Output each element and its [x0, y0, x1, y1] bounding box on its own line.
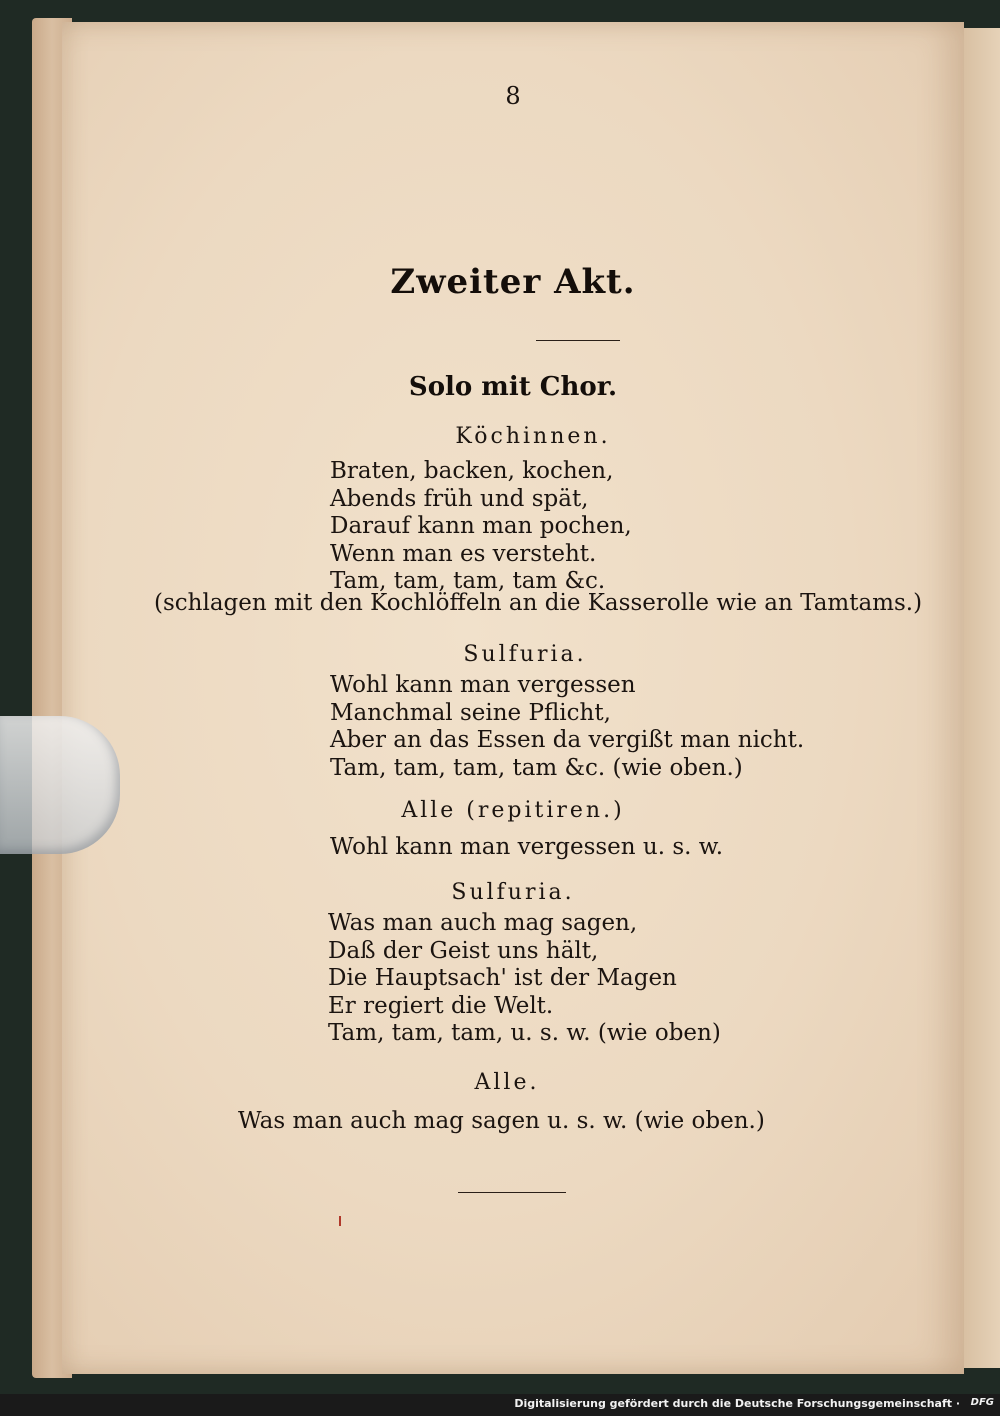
verse-block	[330, 458, 632, 596]
next-page-edge	[958, 28, 1000, 1368]
verse-line: Wenn man es versteht.	[330, 540, 597, 567]
verse-line: Tam, tam, tam, tam &c. (wie oben.)	[330, 754, 743, 781]
book-page	[62, 22, 964, 1374]
verse-line: Manchmal seine Pflicht,	[330, 699, 611, 726]
verse-line: Er regiert die Welt.	[328, 992, 554, 1019]
title-divider	[536, 340, 620, 341]
verse-line: Was man auch mag sagen,	[328, 910, 638, 936]
speaker-label: Sulfuria.	[463, 642, 587, 667]
speaker-label: Alle (repitiren.)	[401, 798, 625, 823]
verse-line: Tam, tam, tam, u. s. w. (wie oben)	[328, 1020, 721, 1046]
section-title: Solo mit Chor.	[408, 372, 618, 402]
verse-line: Aber an das Essen da vergißt man nicht.	[330, 727, 805, 753]
end-divider	[458, 1192, 566, 1193]
verse-line: Braten, backen, kochen,	[330, 458, 614, 484]
footer-credit: Digitalisierung gefördert durch die Deutsche Forschungsgemeinschaft ·	[514, 1397, 960, 1410]
verse-line: Was man auch mag sagen u. s. w. (wie oben.)	[238, 1108, 765, 1134]
verse-line: Wohl kann man vergessen u. s. w.	[330, 834, 724, 860]
verse-line: Tam, tam, tam, tam &c.	[330, 568, 606, 594]
verse-block	[330, 834, 723, 862]
speaker-label: Köchinnen.	[455, 424, 611, 449]
verse-line: Darauf kann man pochen,	[330, 513, 632, 539]
act-title: Zweiter Akt.	[390, 262, 636, 302]
speaker-label: Alle.	[474, 1070, 540, 1095]
page-clip	[0, 716, 120, 854]
stage-direction: (schlagen mit den Kochlöffeln an die Kasserolle wie an Tamtams.)	[154, 590, 923, 616]
page-number: 8	[505, 82, 521, 110]
verse-line: Daß der Geist uns hält,	[328, 937, 599, 964]
dfg-logo-icon: DFG	[970, 1397, 994, 1408]
verse-block	[330, 672, 804, 782]
verse-line: Die Hauptsach' ist der Magen	[328, 965, 677, 991]
speaker-label: Sulfuria.	[451, 880, 575, 905]
verse-line: Abends früh und spät,	[330, 485, 589, 512]
footer-bar	[0, 1394, 1000, 1416]
verse-line: Wohl kann man vergessen	[330, 672, 636, 698]
verse-block	[328, 910, 721, 1048]
pencil-mark	[339, 1216, 341, 1226]
